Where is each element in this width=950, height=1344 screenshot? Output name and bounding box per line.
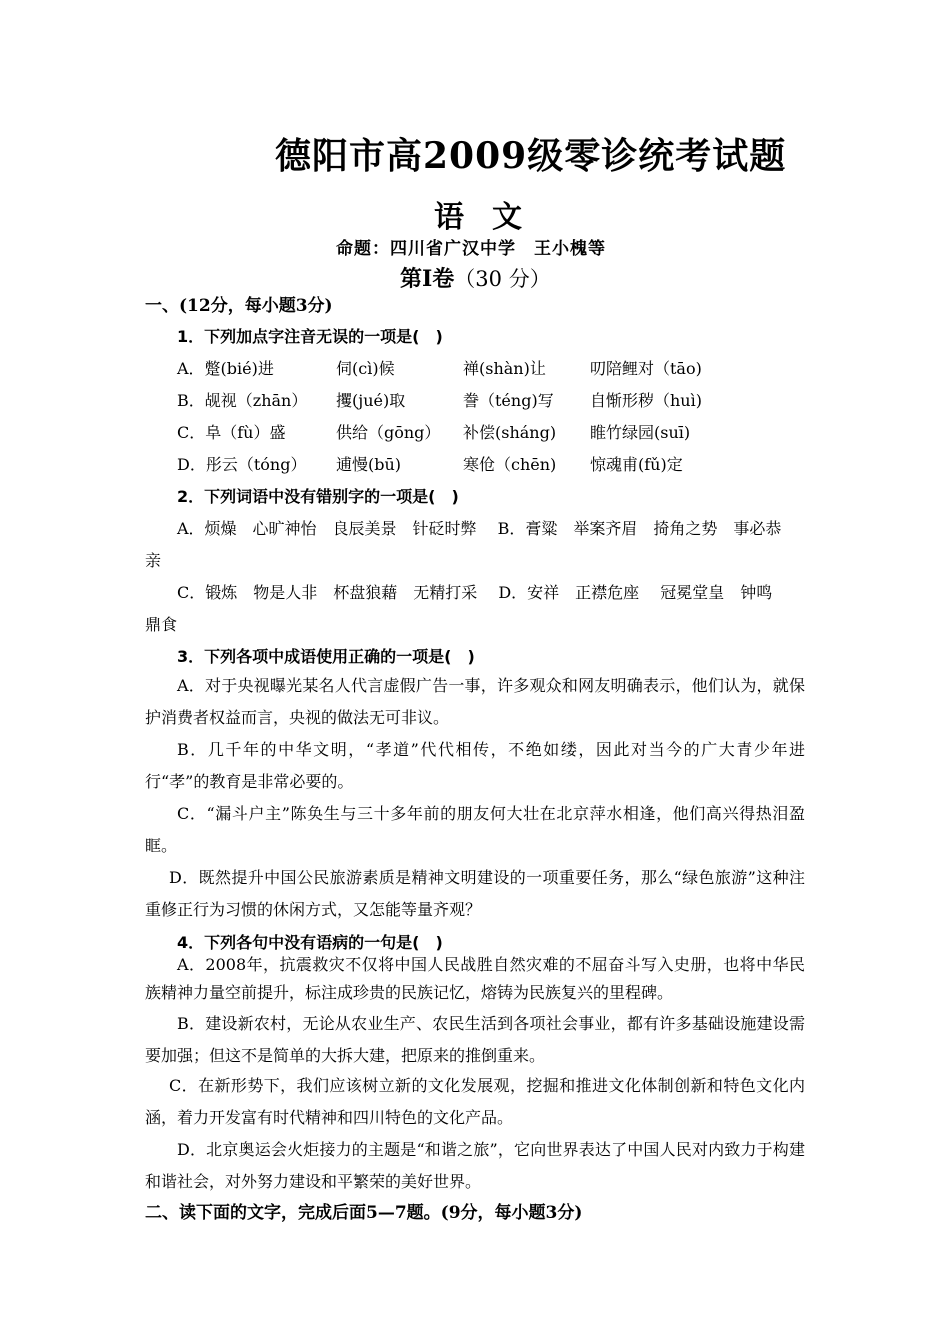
q1-d-1: D．彤云（tóng）: [177, 455, 307, 474]
q4-option-b: B．建设新农村，无论从农业生产、农民生活到各项社会事业，都有许多基础设施建设需要加强；但这不是简单的大拆大建，把原来的推倒重来。: [145, 1014, 805, 1065]
question-3-stem: 3．下列各项中成语使用正确的一项是( ): [177, 647, 475, 666]
q3-option-b: B．几千年的中华文明，“孝道”代代相传，不绝如缕，因此对当今的广大青少年进行“孝”的教育是非常必要的。: [145, 740, 805, 791]
section-one-heading: 一、(12分，每小题3分): [145, 296, 333, 316]
volume-score: （30 分）: [454, 267, 551, 291]
question-4-stem: 4．下列各句中没有语病的一句是( ): [177, 933, 443, 952]
author-line: 命题：四川省广汉中学 王小槐等: [336, 239, 606, 259]
q4-option-c: C．在新形势下，我们应该树立新的文化发展观，挖掘和推进文化体制创新和特色文化内涵，着力开发富有时代精神和四川特色的文化产品。: [145, 1076, 805, 1127]
q1-a-3: 禅(shàn)让: [463, 359, 546, 378]
q4-option-a: A．2008年，抗震救灾不仅将中国人民战胜自然灾难的不屈奋斗写入史册，也将中华民族精神力量空前提升，标注成珍贵的民族记忆，熔铸为民族复兴的里程碑。: [145, 955, 805, 1002]
q2-options-ab: A．烦燥 心旷神怡 良辰美景 针砭时弊 B．膏粱 举案齐眉 掎角之势 事必恭: [177, 519, 782, 538]
section-two-heading: 二、读下面的文字，完成后面5—7题。(9分，每小题3分): [145, 1203, 583, 1223]
q1-a-2: 伺(cì)候: [336, 359, 395, 378]
q1-a-4: 叨陪鲤对（tāo): [590, 359, 702, 378]
volume-heading: [400, 262, 551, 293]
subject-title: 语文: [434, 200, 550, 235]
q3-option-d: D．既然提升中国公民旅游素质是精神文明建设的一项重要任务，那么“绿色旅游”这种注重修正行为习惯的休闲方式，又怎能等量齐观？: [145, 868, 805, 919]
q1-a-1: A．蹩(bié)进: [177, 359, 274, 378]
q1-d-3: 寒伧（chēn): [463, 455, 557, 474]
q1-d-2: 逋慢(bū): [336, 455, 402, 474]
q1-b-3: 誊（téng)写: [463, 391, 554, 410]
volume-label: 第Ⅰ卷: [400, 266, 455, 292]
question-1-stem: 1．下列加点字注音无误的一项是( ): [177, 327, 443, 346]
q3-option-c: C．“漏斗户主”陈奂生与三十多年前的朋友何大壮在北京萍水相逢，他们高兴得热泪盈眶。: [145, 804, 805, 855]
q1-c-1: C．阜（fù）盛: [177, 423, 286, 442]
q2-options-cd-cont: 鼎食: [145, 615, 178, 634]
q1-c-3: 补偿(sháng): [463, 423, 557, 442]
q1-c-2: 供给（gōng）: [336, 423, 441, 442]
q1-b-4: 自惭形秽（huì): [590, 391, 702, 410]
q2-options-ab-cont: 亲: [145, 551, 162, 570]
q1-b-2: 攫(jué)取: [336, 391, 406, 410]
q3-option-a: A．对于央视曝光某名人代言虚假广告一事，许多观众和网友明确表示，他们认为，就保护消费者权益而言，央视的做法无可非议。: [145, 676, 805, 727]
q1-c-4: 睢竹绿园(suī): [590, 423, 691, 442]
q4-option-d: D．北京奥运会火炬接力的主题是“和谐之旅”，它向世界表达了中国人民对内致力于构建和谐社会，对外努力建设和平繁荣的美好世界。: [145, 1140, 805, 1191]
page-title: 德阳市高2009级零诊统考试题: [275, 135, 787, 177]
q1-d-4: 惊魂甫(fǔ)定: [590, 455, 683, 474]
question-2-stem: 2．下列词语中没有错别字的一项是( ): [177, 487, 459, 506]
q1-b-1: B．觇视（zhān）: [177, 391, 308, 410]
q2-options-cd: C．锻炼 物是人非 杯盘狼藉 无精打采 D．安祥 正襟危座 冠冕堂皇 钟鸣: [177, 583, 773, 602]
